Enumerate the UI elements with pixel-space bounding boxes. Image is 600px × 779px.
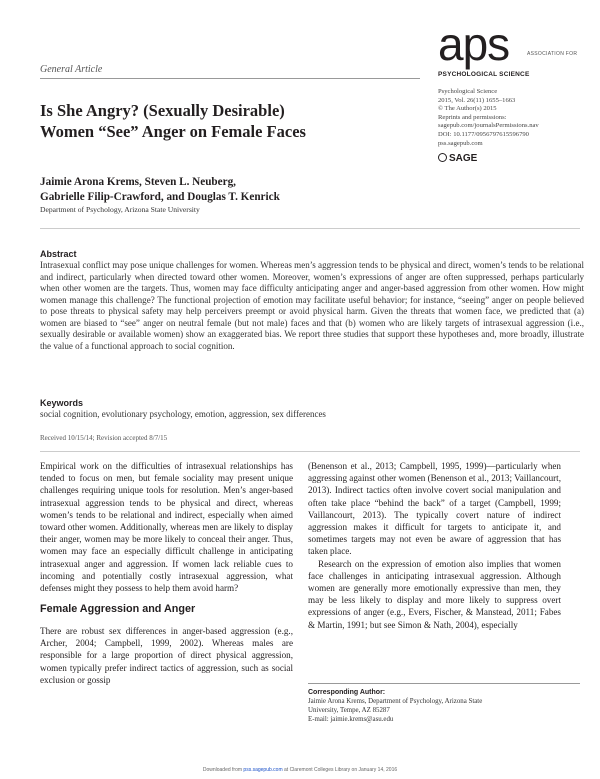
affiliation: Department of Psychology, Arizona State University bbox=[40, 205, 200, 214]
body-paragraph: There are robust sex differences in anger-based aggression (e.g., Archer, 2004; Campbell, 1999, 2002). Whereas males are responsible for a large proportion of direct physical aggression, women typically prefer indirect tactics of aggression, such as social exclusion or gossip bbox=[40, 626, 293, 685]
abstract-text: Intrasexual conflict may pose unique challenges for women. Whereas men’s aggression tends to be physical and direct, women’s tends to be relational and indirect, particularly when directed toward other women. Moreover, women’s expressions of anger are often suppressed, perhaps particularly when other women are the targets. Thus, women may face difficulty anticipating anger and anger-based aggression from other women. How might women manage this challenge? The functional projection of emotion may facilitate useful behavior; for instance, “seeing” anger on people believed to pose threats to physical safety may help perceivers preempt or avoid physical harm. Given the threats that women face, we predicted that (a) women are biased to “see” anger on neutral female (but not male) faces and that (b) women who are likely targets of intrasexual aggression (i.e., sexually desirable or available women) show an exaggerated bias. We report three studies that support these hypotheses and, more broadly, illustrate the value of a functional approach to social cognition. bbox=[40, 260, 584, 351]
meta-journal: Psychological Science bbox=[438, 88, 498, 95]
meta-copyright: © The Author(s) 2015 bbox=[438, 105, 497, 113]
sage-logo-text: SAGE bbox=[449, 153, 478, 164]
footer-link[interactable]: pss.sagepub.com bbox=[243, 767, 283, 773]
body-left-column-2 bbox=[40, 625, 293, 686]
download-footer bbox=[0, 767, 600, 773]
title-line2: Women “See” Anger on Female Faces bbox=[40, 122, 306, 141]
correspondence-heading: Corresponding Author: bbox=[308, 689, 386, 696]
meta-doi[interactable]: DOI: 10.1177/0956797615596790 bbox=[438, 130, 529, 138]
body-paragraph: (Benenson et al., 2013; Campbell, 1995, 1999)—particularly when aggressing against other women (Benenson et al., 2013; Vaillancourt, 2013). Indirect tactics often involve covert social manipulation and often take place “behind the back” of a target (Campbell, 1999; Vaillancourt, 2013). The typically covert nature of indirect aggression makes it difficult for targets to anticipate it, and sometimes targets may not even be aware of aggression that has taken place. bbox=[308, 461, 561, 557]
meta-permissions-link[interactable]: sagepub.com/journalsPermissions.nav bbox=[438, 122, 539, 130]
authors-line1: Jaimie Arona Krems, Steven L. Neuberg, bbox=[40, 176, 236, 188]
body-paragraph: Research on the expression of emotion also implies that women face challenges in anticipating intrasexual aggression. Although women are generally more emotionally expressive than men, they may be less likely to display and more likely to suppress overt expressions of anger (e.g., Evers, Fischer, & Manstead, 2011; Fabes & Martin, 1991; but see Simon & Nath, 2004), especially bbox=[308, 558, 561, 630]
correspondence-line2: University, Tempe, AZ 85287 bbox=[308, 707, 390, 714]
footer-prefix: Downloaded from bbox=[202, 767, 243, 773]
aps-logo-sub1: ASSOCIATION FOR bbox=[527, 51, 578, 57]
received-dates: Received 10/15/14; Revision accepted 8/7/15 bbox=[40, 434, 168, 442]
footnote-rule bbox=[308, 683, 580, 684]
section-heading: Female Aggression and Anger bbox=[40, 603, 196, 615]
sage-circle-icon bbox=[438, 153, 447, 162]
meta-site-link[interactable]: pss.sagepub.com bbox=[438, 139, 483, 147]
body-right-column bbox=[308, 460, 561, 631]
aps-logo bbox=[438, 18, 578, 82]
article-title bbox=[40, 100, 420, 142]
correspondence-line1: Jaimie Arona Krems, Department of Psychology, Arizona State bbox=[308, 698, 483, 705]
aps-logo-sub2: PSYCHOLOGICAL SCIENCE bbox=[438, 71, 530, 78]
divider bbox=[40, 228, 580, 229]
abstract-heading: Abstract bbox=[40, 249, 77, 259]
article-type: General Article bbox=[40, 64, 103, 75]
body-left-column bbox=[40, 460, 293, 594]
body-paragraph: Empirical work on the difficulties of intrasexual relationships has tended to focus on men, but female sociality may present unique challenges requiring unique tools for resolution. Men’s anger-based intrasexual aggression tends to be physical and direct, whereas women’s tends to be relational and indirect, especially when aimed toward other women. Additionally, whereas men are likely to display their anger, women may be more likely to conceal their anger. Thus, women may face an especially difficult challenge in anticipating intrasexual anger and aggression. If women lack reliable cues to incoming and potentially costly intrasexual aggression, what defenses might they possess to help them avoid harm? bbox=[40, 461, 293, 594]
keywords-heading: Keywords bbox=[40, 398, 84, 408]
aps-logo-text: aps bbox=[438, 18, 510, 70]
correspondence bbox=[308, 688, 580, 724]
authors-line2: Gabrielle Filip-Crawford, and Douglas T. Kenrick bbox=[40, 190, 280, 203]
meta-volume: 2015, Vol. 26(11) 1655–1663 bbox=[438, 96, 516, 104]
sage-logo bbox=[438, 153, 477, 164]
header-rule bbox=[40, 78, 420, 79]
footer-suffix: at Claremont Colleges Library on January 14, 2016 bbox=[284, 767, 398, 773]
keywords-text: social cognition, evolutionary psychology, emotion, aggression, sex differences bbox=[40, 409, 326, 419]
meta-reprints: Reprints and permissions: bbox=[438, 113, 507, 121]
title-line1: Is She Angry? (Sexually Desirable) bbox=[40, 101, 285, 120]
divider bbox=[40, 451, 580, 452]
authors bbox=[40, 175, 420, 204]
correspondence-email[interactable]: E-mail: jaimie.krems@asu.edu bbox=[308, 716, 394, 723]
journal-meta bbox=[438, 88, 588, 148]
